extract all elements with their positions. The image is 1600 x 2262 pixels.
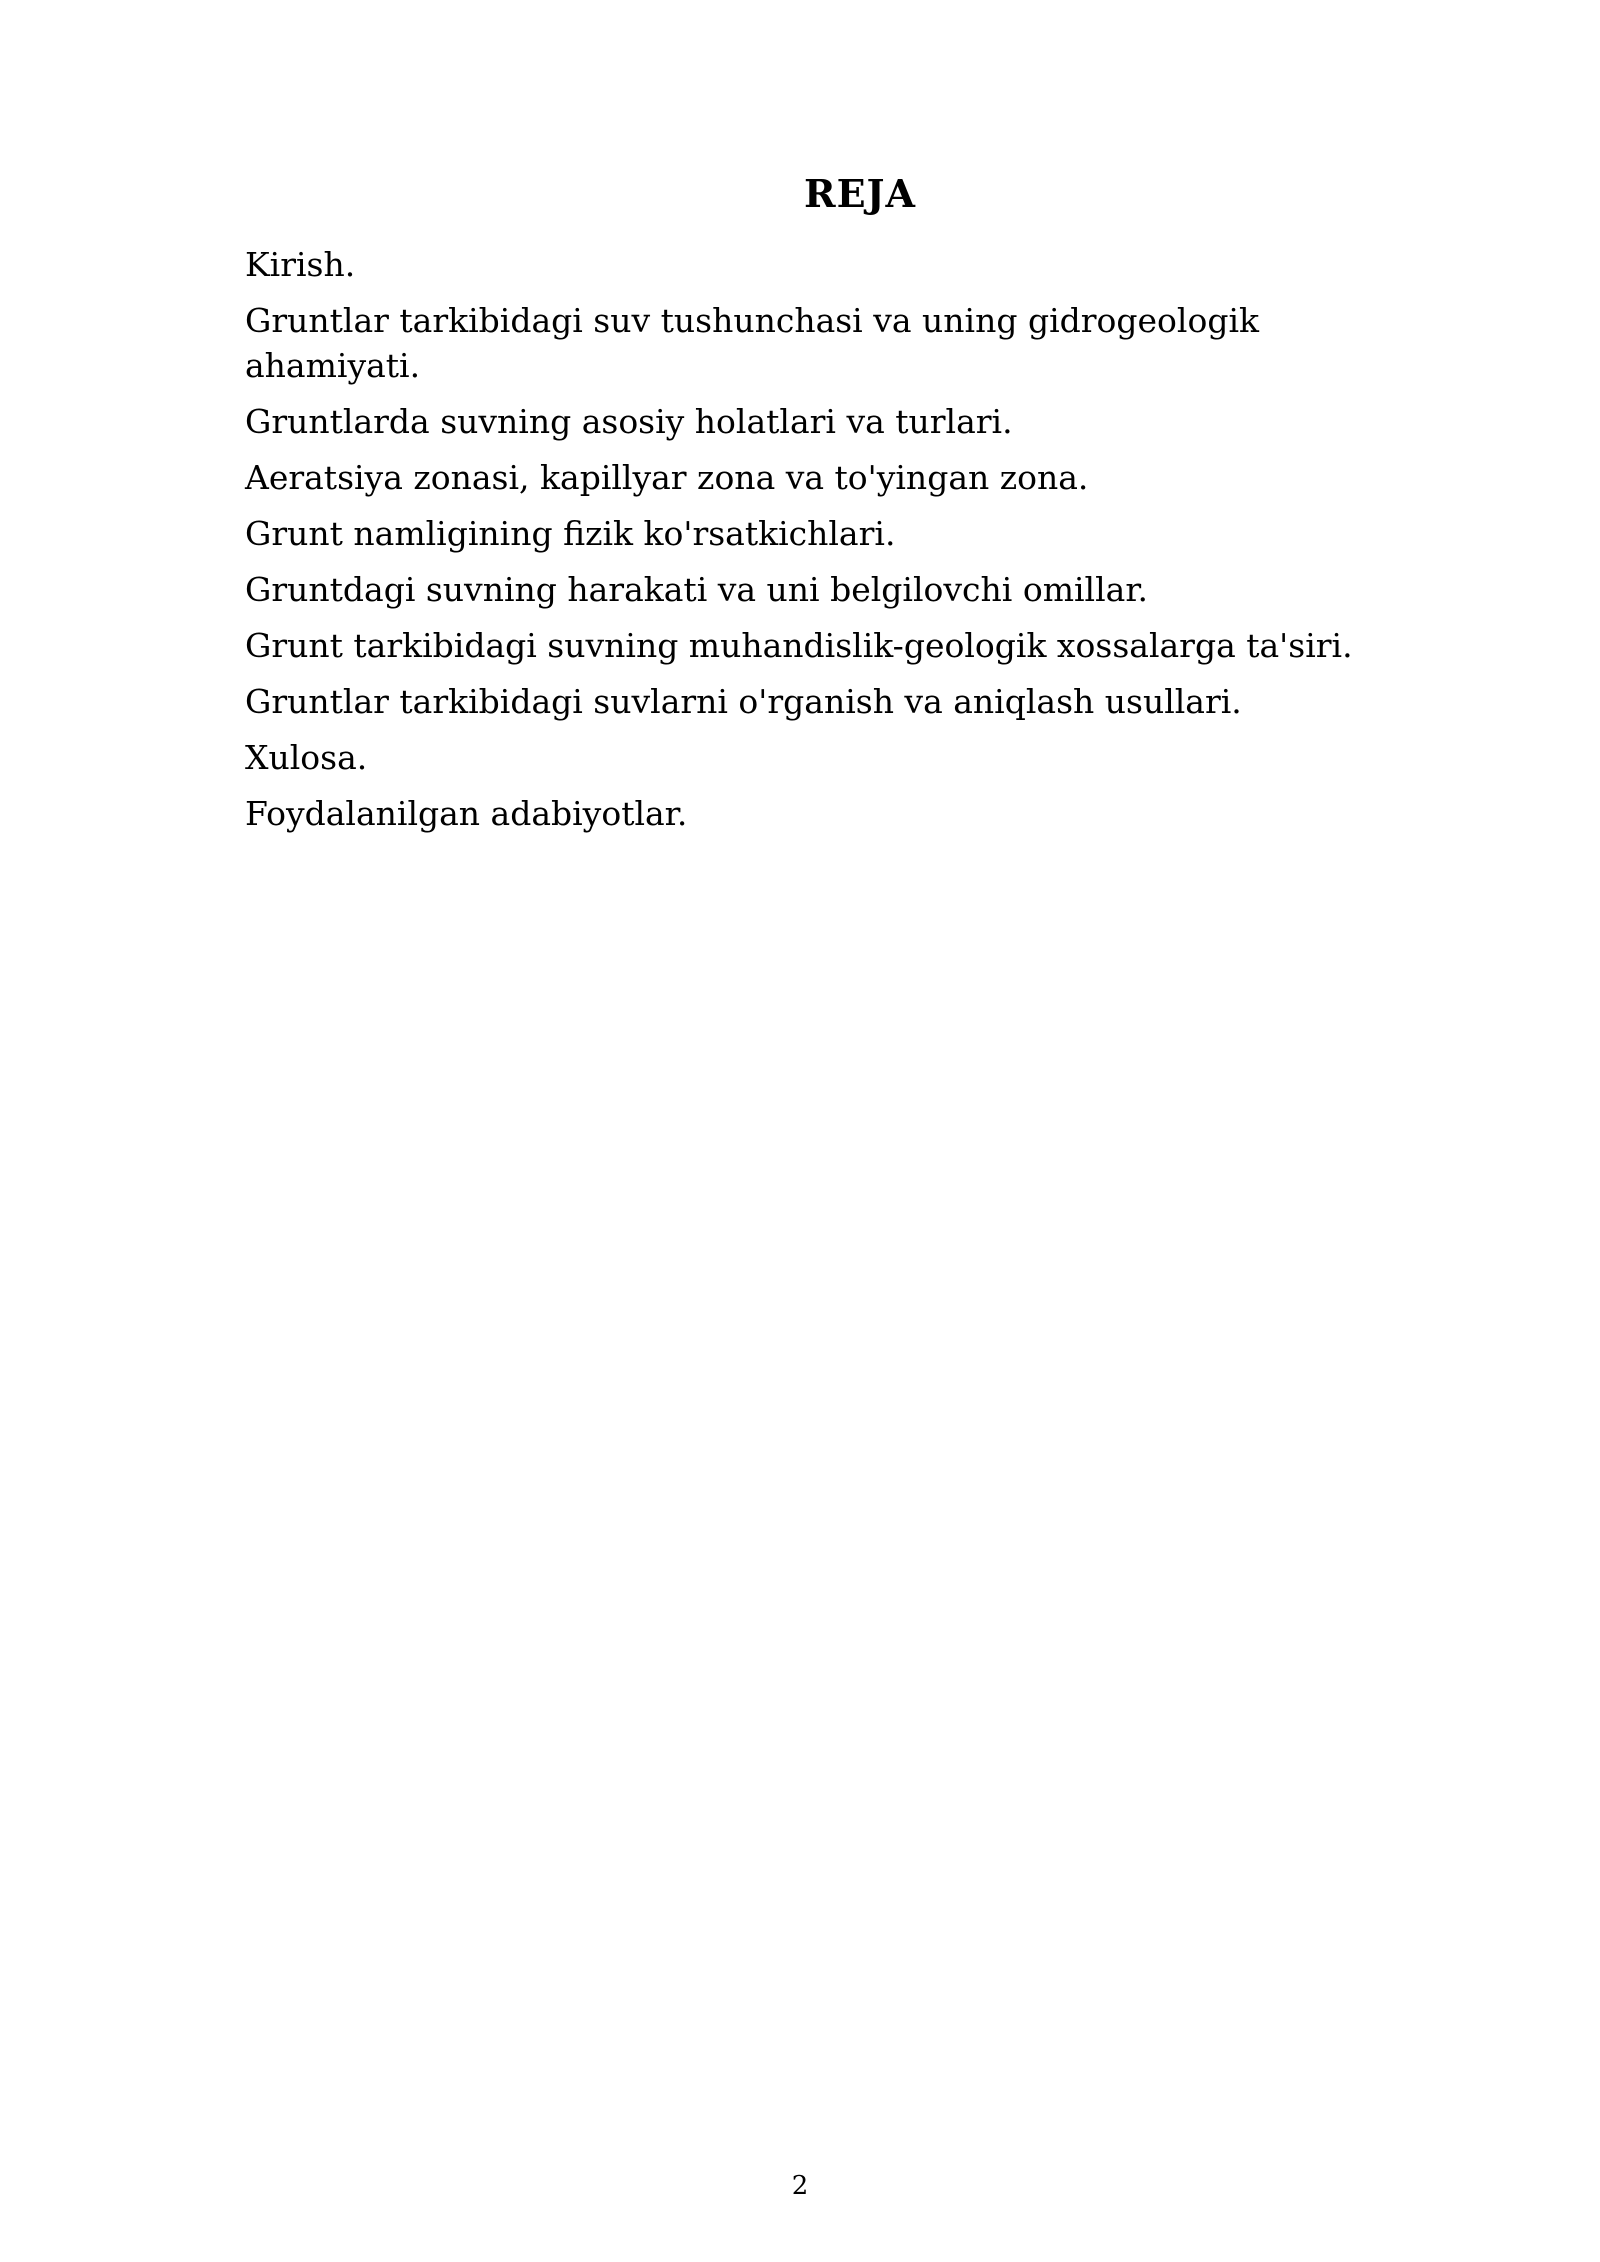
plan-item: Kirish. bbox=[245, 245, 356, 284]
plan-item: Gruntdagi suvning harakati va uni belgilovchi omillar. bbox=[245, 570, 1148, 609]
page-number: 2 bbox=[791, 2171, 809, 2201]
plan-item: Gruntlar tarkibidagi suv tushunchasi va uning gidrogeologik ahamiyati. bbox=[245, 301, 1260, 385]
plan-item: Gruntlarda suvning asosiy holatlari va turlari. bbox=[245, 402, 1013, 441]
page-title: REJA bbox=[803, 171, 916, 216]
plan-item: Gruntlar tarkibidagi suvlarni o'rganish va aniqlash usullari. bbox=[245, 682, 1242, 721]
plan-item: Grunt namligining fizik ko'rsatkichlari. bbox=[245, 514, 896, 553]
plan-item: Foydalanilgan adabiyotlar. bbox=[245, 794, 688, 833]
plan-item: Xulosa. bbox=[245, 738, 368, 777]
plan-item: Aeratsiya zonasi, kapillyar zona va to'yingan zona. bbox=[245, 458, 1089, 497]
plan-list bbox=[245, 242, 1435, 847]
plan-item: Grunt tarkibidagi suvning muhandislik-geologik xossalarga ta'siri. bbox=[245, 626, 1353, 665]
